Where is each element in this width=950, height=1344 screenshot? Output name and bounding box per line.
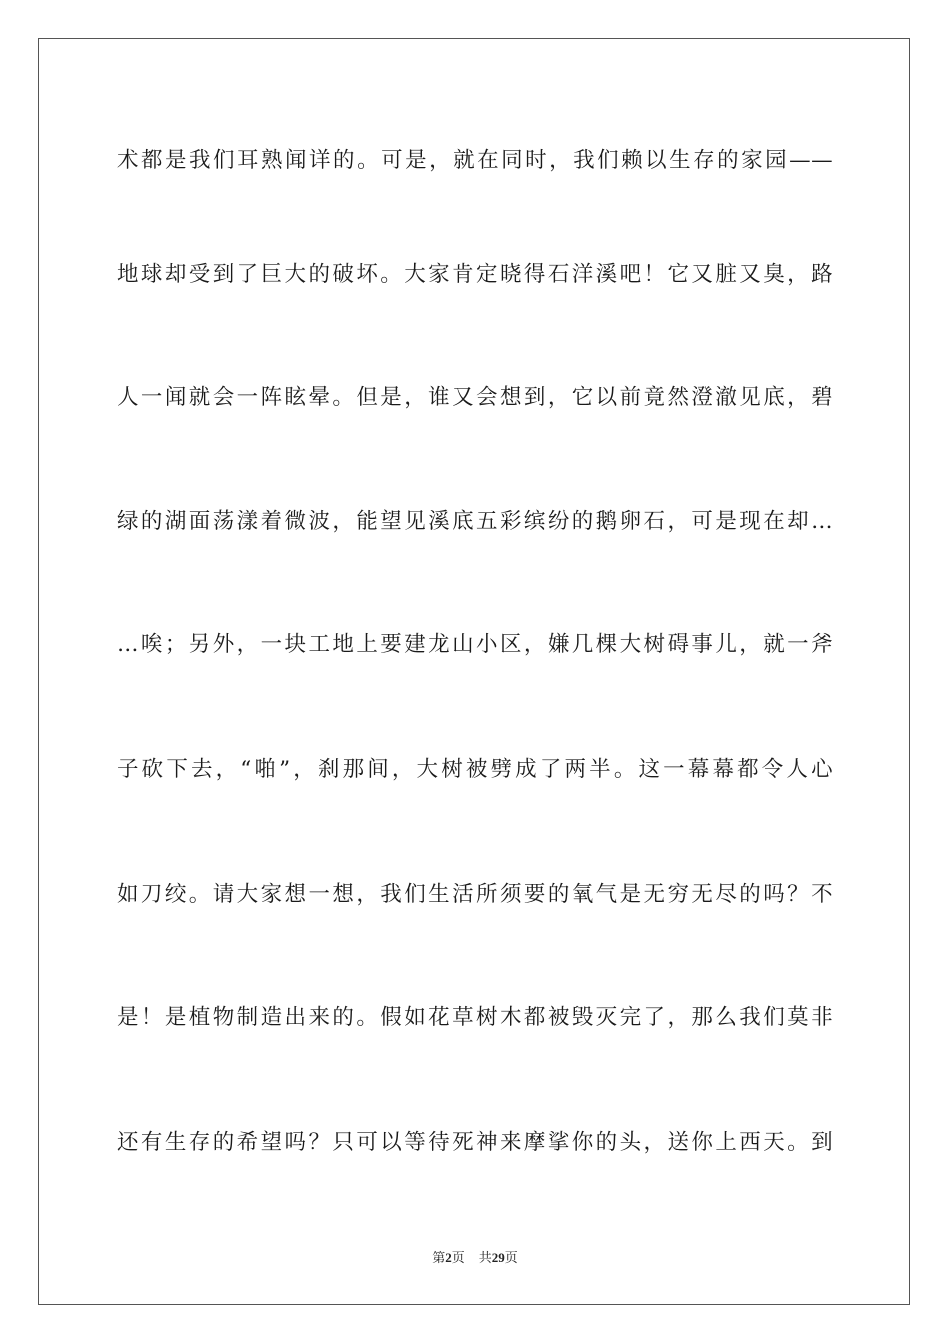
body-text-line-3: 人一闻就会一阵眩晕。但是，谁又会想到，它以前竟然澄澈见底，碧 (117, 385, 833, 410)
footer-total-pages: 29 (491, 1250, 505, 1265)
footer-page-suffix: 页 (451, 1250, 465, 1265)
body-text-line-1: 术都是我们耳熟闻详的。可是，就在同时，我们赖以生存的家园—— (117, 148, 833, 173)
body-text-line-8: 是！是植物制造出来的。假如花草树木都被毁灭完了，那么我们莫非 (117, 1005, 833, 1030)
page-border (38, 38, 910, 1305)
footer-page-prefix: 第 (432, 1250, 446, 1265)
body-text-line-4: 绿的湖面荡漾着微波，能望见溪底五彩缤纷的鹅卵石，可是现在却… (117, 509, 833, 534)
footer-total-suffix: 页 (504, 1250, 518, 1265)
footer-page-number: 2 (445, 1250, 452, 1265)
body-text-line-9: 还有生存的希望吗？只可以等待死神来摩挲你的头，送你上西天。到 (117, 1130, 833, 1155)
body-text-line-5: …唉；另外，一块工地上要建龙山小区，嫌几棵大树碍事儿，就一斧 (117, 632, 833, 657)
body-text-line-7: 如刀绞。请大家想一想，我们生活所须要的氧气是无穷无尽的吗？不 (117, 882, 833, 907)
body-text-line-2: 地球却受到了巨大的破坏。大家肯定晓得石洋溪吧！它又脏又臭，路 (117, 262, 833, 287)
page-footer (0, 1247, 950, 1266)
body-text-line-6: 子砍下去，“啪”，刹那间，大树被劈成了两半。这一幕幕都令人心 (117, 757, 833, 782)
footer-total-prefix: 共 (478, 1250, 492, 1265)
